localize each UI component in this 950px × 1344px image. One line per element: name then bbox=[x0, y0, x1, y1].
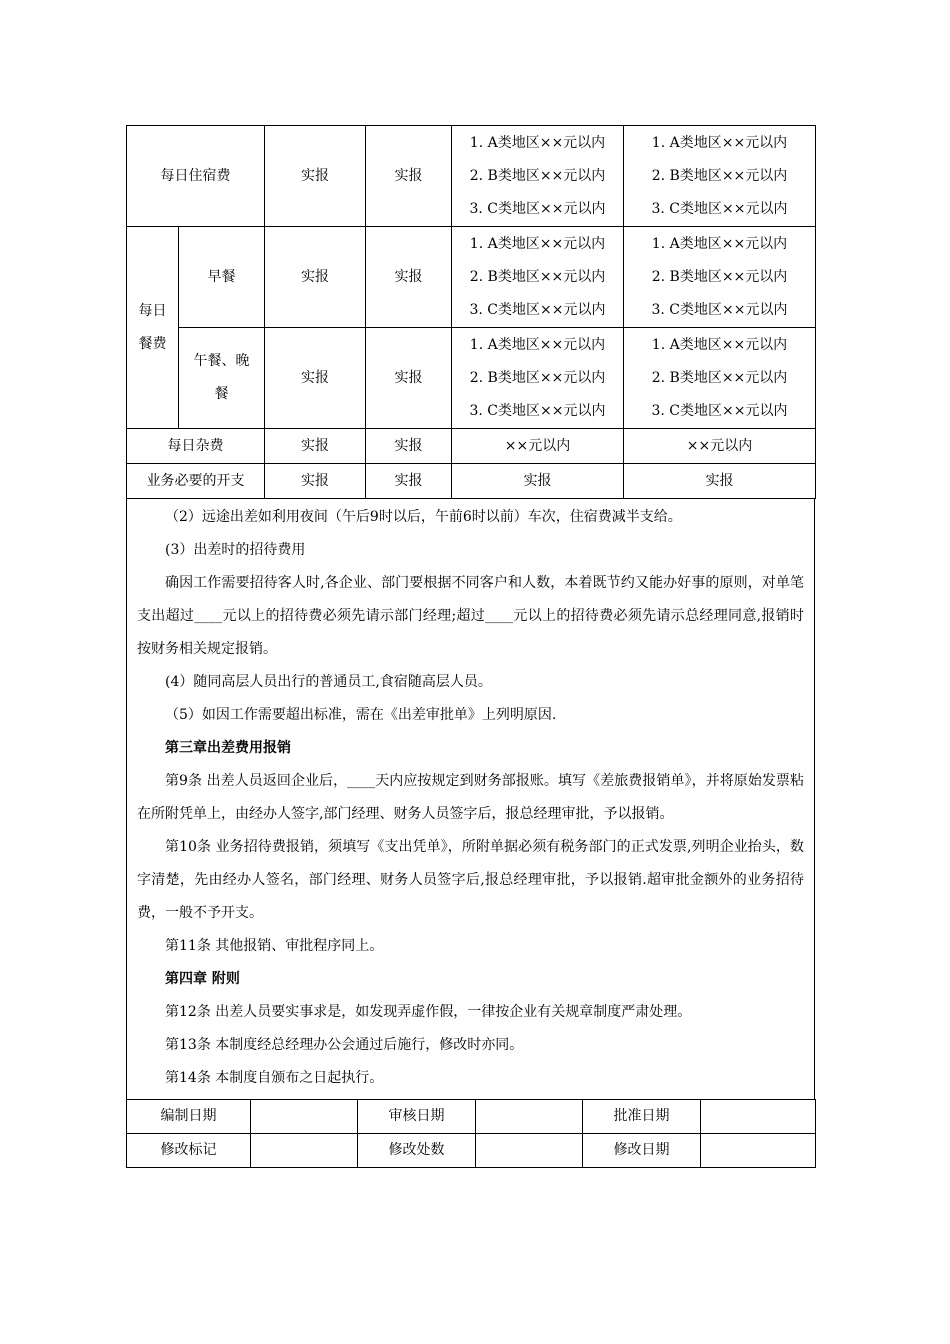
cell-line: 3. C类地区××元以内 bbox=[651, 301, 788, 318]
row-label: 业务必要的开支 bbox=[127, 464, 265, 499]
row-label bbox=[179, 328, 265, 429]
footer-value bbox=[476, 1134, 583, 1168]
table-cell: 实报 bbox=[366, 464, 452, 499]
article: 第13条 本制度经总经理办公会通过后施行，修改时亦同。 bbox=[165, 1037, 524, 1053]
table-cell bbox=[624, 227, 816, 328]
article: 第11条 其他报销、审批程序同上。 bbox=[165, 938, 384, 954]
cell-line: 1. A类地区××元以内 bbox=[651, 235, 788, 252]
table-row bbox=[127, 1100, 816, 1134]
paragraph: 确因工作需要招待客人时,各企业、部门要根据不同客户和人数，本着既节约又能办好事的原则，对单笔支出超过____元以上的招待费必须先请示部门经理;超过____元以上的招待费必须先请示总经理同意,报销时按财务相关规定报销。 bbox=[137, 575, 804, 657]
footer-value bbox=[476, 1100, 583, 1134]
cell-line: 2. B类地区××元以内 bbox=[651, 268, 788, 285]
table-cell: ××元以内 bbox=[624, 429, 816, 464]
footer-label: 修改处数 bbox=[358, 1134, 476, 1168]
article: 第10条 业务招待费报销，须填写《支出凭单》，所附单据必须有税务部门的正式发票,列明企业抬头，数字清楚，先由经办人签名，部门经理、财务人员签字后,报总经理审批，予以报销.超审批金额外的业务招待费，一般不予开支。 bbox=[137, 839, 804, 921]
cell-line: 2. B类地区××元以内 bbox=[651, 369, 788, 386]
row-label: 每日杂费 bbox=[127, 429, 265, 464]
label-line: 每日 bbox=[138, 302, 167, 319]
cell-line: 2. B类地区××元以内 bbox=[469, 369, 606, 386]
table-cell: 实报 bbox=[366, 227, 452, 328]
paragraph: (4）随同高层人员出行的普通员工,食宿随高层人员。 bbox=[165, 674, 492, 690]
table-cell: 实报 bbox=[265, 429, 366, 464]
table-cell: ××元以内 bbox=[452, 429, 624, 464]
regulation-body bbox=[126, 499, 815, 1099]
table-row bbox=[127, 464, 816, 499]
row-label: 早餐 bbox=[179, 227, 265, 328]
approval-footer-table bbox=[126, 1099, 816, 1168]
cell-line: 1. A类地区××元以内 bbox=[469, 134, 606, 151]
cell-line: 2. B类地区××元以内 bbox=[469, 268, 606, 285]
footer-label: 审核日期 bbox=[358, 1100, 476, 1134]
cell-line: 1. A类地区××元以内 bbox=[651, 134, 788, 151]
footer-label: 编制日期 bbox=[127, 1100, 251, 1134]
footer-value bbox=[701, 1134, 816, 1168]
paragraph: (3）出差时的招待费用 bbox=[165, 542, 306, 558]
travel-expense-standard-table bbox=[126, 125, 816, 499]
document-page bbox=[126, 125, 815, 1168]
table-cell: 实报 bbox=[366, 429, 452, 464]
footer-label: 修改日期 bbox=[583, 1134, 701, 1168]
table-cell bbox=[624, 126, 816, 227]
chapter-heading: 第三章出差费用报销 bbox=[165, 740, 291, 756]
cell-line: 1. A类地区××元以内 bbox=[469, 235, 606, 252]
article: 第9条 出差人员返回企业后，____天内应按规定到财务部报账。填写《差旅费报销单》，并将原始发票粘在所附凭单上，由经办人签字,部门经理、财务人员签字后，报总经理审批，予以报销。 bbox=[137, 773, 804, 822]
table-cell: 实报 bbox=[624, 464, 816, 499]
footer-label: 批准日期 bbox=[583, 1100, 701, 1134]
table-cell: 实报 bbox=[452, 464, 624, 499]
footer-value bbox=[701, 1100, 816, 1134]
article: 第14条 本制度自颁布之日起执行。 bbox=[165, 1070, 384, 1086]
cell-line: 2. B类地区××元以内 bbox=[651, 167, 788, 184]
footer-label: 修改标记 bbox=[127, 1134, 251, 1168]
table-row bbox=[127, 1134, 816, 1168]
table-cell: 实报 bbox=[366, 328, 452, 429]
table-cell: 实报 bbox=[366, 126, 452, 227]
label-line: 餐费 bbox=[138, 335, 167, 352]
table-cell: 实报 bbox=[265, 464, 366, 499]
cell-line: 3. C类地区××元以内 bbox=[469, 200, 606, 217]
table-cell bbox=[452, 227, 624, 328]
paragraph: （5）如因工作需要超出标准，需在《出差审批单》上列明原因. bbox=[165, 707, 557, 723]
table-cell bbox=[452, 328, 624, 429]
table-cell bbox=[452, 126, 624, 227]
cell-line: 3. C类地区××元以内 bbox=[469, 402, 606, 419]
footer-value bbox=[251, 1134, 358, 1168]
article: 第12条 出差人员要实事求是，如发现弄虚作假，一律按企业有关规章制度严肃处理。 bbox=[165, 1004, 692, 1020]
table-cell: 实报 bbox=[265, 126, 366, 227]
cell-line: 3. C类地区××元以内 bbox=[651, 402, 788, 419]
chapter-heading: 第四章 附则 bbox=[165, 971, 240, 987]
table-cell: 实报 bbox=[265, 328, 366, 429]
table-cell bbox=[624, 328, 816, 429]
table-row bbox=[127, 126, 816, 227]
cell-line: 1. A类地区××元以内 bbox=[469, 336, 606, 353]
row-label: 每日住宿费 bbox=[127, 126, 265, 227]
cell-line: 1. A类地区××元以内 bbox=[651, 336, 788, 353]
table-cell: 实报 bbox=[265, 227, 366, 328]
row-group-label bbox=[127, 227, 179, 429]
table-row bbox=[127, 328, 816, 429]
table-row bbox=[127, 227, 816, 328]
cell-line: 3. C类地区××元以内 bbox=[651, 200, 788, 217]
table-row bbox=[127, 429, 816, 464]
cell-line: 3. C类地区××元以内 bbox=[469, 301, 606, 318]
paragraph: （2）远途出差如利用夜间（午后9时以后，午前6时以前）车次，住宿费减半支给。 bbox=[165, 509, 682, 525]
footer-value bbox=[251, 1100, 358, 1134]
label-line: 午餐、晚 bbox=[193, 353, 250, 369]
label-line: 餐 bbox=[214, 386, 229, 402]
cell-line: 2. B类地区××元以内 bbox=[469, 167, 606, 184]
